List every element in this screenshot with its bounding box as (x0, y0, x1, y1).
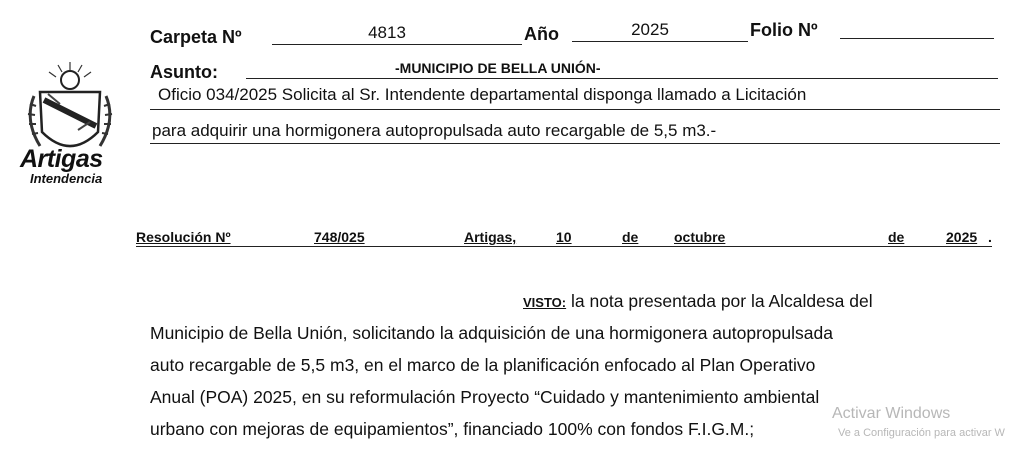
resolucion-day: 10 (556, 229, 572, 245)
anio-label: Año (524, 24, 559, 44)
carpeta-underline (272, 44, 522, 45)
resolucion-number: 748/025 (314, 229, 365, 245)
body-line-1 (523, 286, 873, 318)
body-line-5: urbano con mejoras de equipamientos”, financiado 100% con fondos F.I.G.M.; (150, 419, 755, 439)
resolucion-de-2: de (888, 229, 905, 245)
anio-underline (572, 41, 748, 42)
resolucion-underline (136, 246, 992, 247)
body-line-4: Anual (POA) 2025, en su reformulación Proyecto “Cuidado y mantenimiento ambiental (150, 387, 820, 407)
asunto-line-1: Oficio 034/2025 Solicita al Sr. Intendente departamental disponga llamado a Licitación (158, 85, 807, 104)
visto-text: la nota presentada por la Alcaldesa del (570, 291, 873, 311)
resolucion-label: Resolución Nº (136, 229, 231, 245)
folio-underline (840, 38, 994, 39)
anio-value: 2025 (631, 20, 669, 39)
asunto-underline-2 (150, 109, 1000, 110)
resolucion-month: octubre (674, 229, 726, 245)
activation-watermark-subtitle: Ve a Configuración para activar W (838, 427, 1005, 439)
resolucion-de-1: de (622, 229, 639, 245)
asunto-value: -MUNICIPIO DE BELLA UNIÓN- (395, 60, 601, 76)
visto-label: VISTO: (523, 295, 567, 310)
asunto-underline-1 (246, 78, 998, 79)
carpeta-value: 4813 (368, 23, 406, 42)
body-line-2: Municipio de Bella Unión, solicitando la adquisición de una hormigonera autopropulsada (150, 323, 833, 343)
activation-watermark-title: Activar Windows (832, 405, 951, 422)
body-line-3: auto recargable de 5,5 m3, en el marco de la planificación enfocado al Plan Operativo (150, 355, 816, 375)
asunto-underline-3 (150, 143, 1000, 144)
logo-name: Artigas (20, 145, 103, 173)
asunto-line-2: para adquirir una hormigonera autopropulsada auto recargable de 5,5 m3.- (152, 121, 717, 140)
carpeta-label: Carpeta Nº (150, 27, 242, 47)
asunto-label: Asunto: (150, 62, 218, 82)
resolucion-year: 2025 (946, 229, 978, 245)
resolucion-city: Artigas, (464, 229, 517, 245)
folio-label: Folio Nº (750, 20, 818, 40)
resolucion-end: . (988, 229, 992, 245)
logo-subtitle: Intendencia (30, 171, 103, 186)
